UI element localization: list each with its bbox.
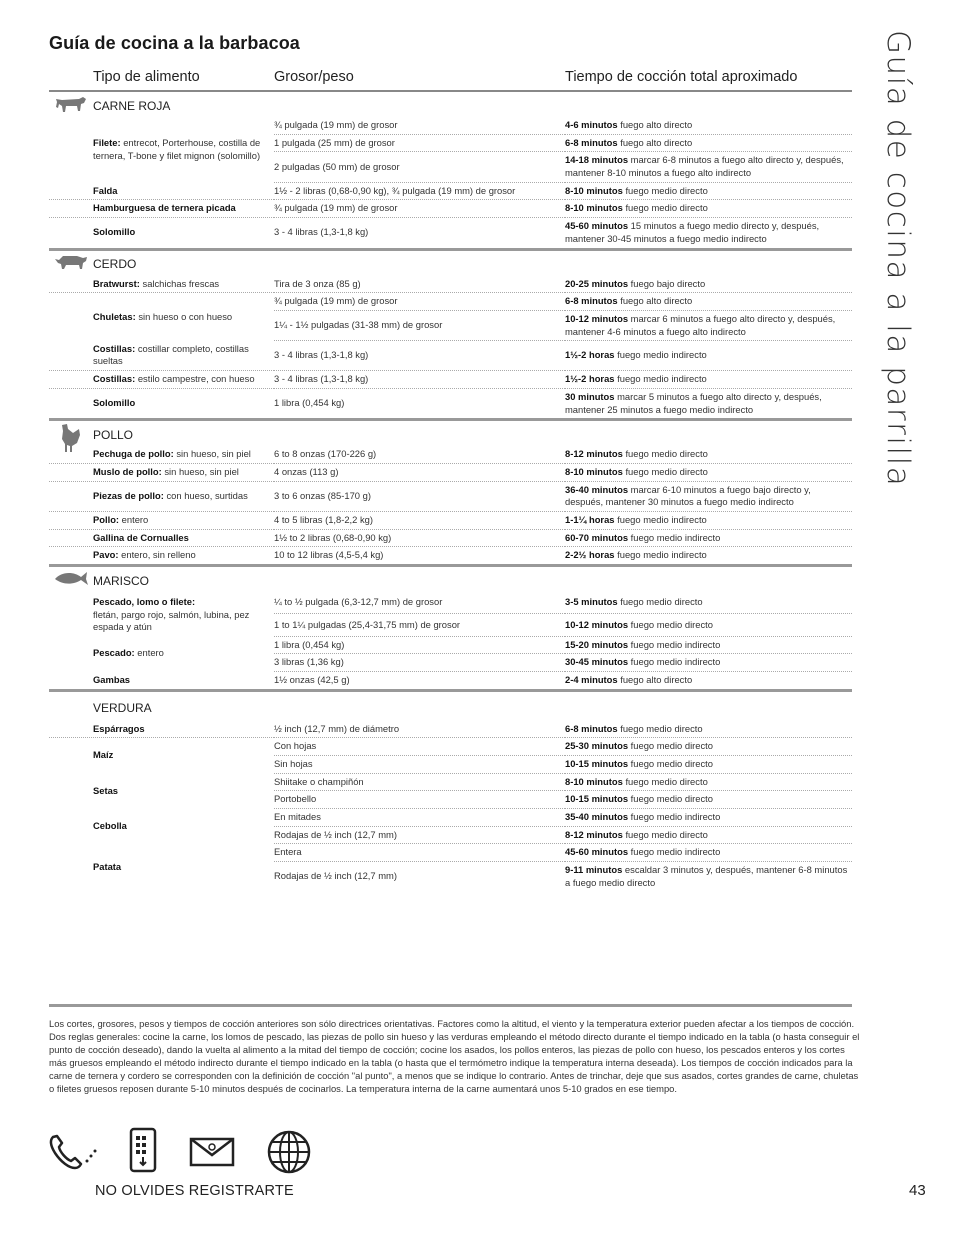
page-number: 43 [909, 1182, 926, 1199]
chicken-icon [59, 423, 81, 457]
table-row: Falda 1½ - 2 libras (0,68-0,90 kg), ¾ pulgada (19 mm) de grosor 8-10 minutos fuego medio directo [49, 182, 852, 200]
table-bottom-rule [49, 1004, 852, 1007]
table-row: Piezas de pollo: con hueso, surtidas 3 to 6 onzas (85-170 g) 36-40 minutos marcar 6-10 minutos a fuego bajo directo y, después, mantener 30 minutos a fuego medio indirecto [49, 481, 852, 511]
table-row: Solomillo 3 - 4 libras (1,3-1,8 kg) 45-60 minutos 15 minutos a fuego medio directo y, después, mantener 30-45 minutos a fuego medio indirecto [93, 220, 820, 244]
cooking-table [49, 92, 852, 892]
table-row: Pescado: entero 1 libra (0,454 kg) 15-20 minutos fuego medio indirecto [49, 636, 852, 654]
email-icon[interactable] [189, 1137, 235, 1172]
section-carne-roja: CARNE ROJA [49, 92, 852, 117]
phone-icon[interactable] [47, 1131, 99, 1176]
section-verdura: VERDURA [49, 690, 852, 721]
table-row: Bratwurst: salchichas frescas Tira de 3 onza (85 g) 20-25 minutos fuego bajo directo [49, 276, 852, 293]
table-row: Gallina de Cornualles 1½ to 2 libras (0,68-0,90 kg) 60-70 minutos fuego medio indirecto [49, 529, 852, 547]
section-cerdo: CERDO [49, 249, 852, 276]
page-title: Guía de cocina a la barbacoa [49, 33, 300, 53]
table-row: 3 libras (1,36 kg) 30-45 minutos fuego medio indirecto [49, 654, 852, 672]
table-row: Filete: entrecot, Porterhouse, costilla de ternera, T-bone y filet mignon (solomillo) ¾ pulgada (19 mm) de grosor 4-6 minutos fuego alto directo [49, 117, 852, 134]
side-title: Guía de cocina a la parrilla [880, 30, 916, 488]
table-row: Setas Shiitake o champiñón 8-10 minutos fuego medio directo [49, 773, 852, 791]
table-row: Costillas: costillar completo, costillas sueltas 3 - 4 libras (1,3-1,8 kg) 1½-2 horas fuego medio indirecto [49, 341, 852, 371]
header-time: Tiempo de cocción total aproximado [565, 69, 798, 85]
table-row: Patata Entera 45-60 minutos fuego medio indirecto [49, 844, 852, 862]
globe-icon[interactable] [266, 1129, 312, 1180]
table-row: 1 to 1¼ pulgadas (25,4-31,75 mm) de grosor 10-12 minutos fuego medio directo [49, 614, 852, 636]
table-row: Rodajas de ½ inch (12,7 mm) 9-11 minutos escaldar 3 minutos y, después, mantener 6-8 minutos a fuego medio directo [274, 864, 848, 888]
table-row: Espárragos ½ inch (12,7 mm) de diámetro 6-8 minutos fuego medio directo [49, 721, 852, 738]
table-row: 2 pulgadas (50 mm) de grosor 14-18 minutos marcar 6-8 minutos a fuego alto directo y, después, mantener 8-10 minutos a fuego alto indirecto [49, 152, 852, 182]
table-row: Rodajas de ½ inch (12,7 mm) 8-12 minutos fuego medio directo [49, 826, 852, 844]
table-row: Costillas: estilo campestre, con hueso 3 - 4 libras (1,3-1,8 kg) 1½-2 horas fuego medio indirecto [49, 371, 852, 389]
table-row: Chuletas: sin hueso o con hueso ¾ pulgada (19 mm) de grosor 6-8 minutos fuego alto directo [49, 293, 852, 311]
table-row: Pechuga de pollo: sin hueso, sin piel 6 to 8 onzas (170-226 g) 8-12 minutos fuego medio directo [49, 446, 852, 463]
pig-icon [53, 253, 89, 275]
table-row: Portobello 10-15 minutos fuego medio directo [49, 791, 852, 809]
table-row: Pavo: entero, sin relleno 10 to 12 libras (4,5-5,4 kg) 2-2½ horas fuego medio indirecto [93, 549, 707, 561]
table-row: Solomillo 1 libra (0,454 kg) 30 minutos marcar 5 minutos a fuego alto directo y, después, mantener 25 minutos a fuego medio indirecto [93, 390, 822, 415]
footnote: Los cortes, grosores, pesos y tiempos de cocción anteriores son sólo directrices orientativas. Factores como la altitud, el viento y la temperatura exterior pueden afectar a los tiempos de cocción. Dos reglas generales: cocine la carne, los lomos de pescado, las piezas de pollo sin hueso y las verduras empleando el método directo durante el tiempo indicado en la tabla (o hasta conseguir el punto de cocción deseado), dando la vuelta al alimento a la mitad del tiempo de cocción; cocine los asados, los pollos enteros, las piezas de pollo con hueso, los pescados enteros y los cortes más gruesos empleando el método indirecto durante el tiempo indicado en la tabla (o hasta que el termómetro indique la temperatura interna deseada). Los tiempos de cocción indicados para la carne de ternera y cordero se corresponden con la definición de cocción "al punto", a menos que se indique lo contrario. Antes de trinchar, deje que sus asados, cortes grandes de carne, chuletas o filetes gruesos reposen durante 5-10 minutos después de cocinarlos. La temperatura interna de la carne aumentará unos 5-10 grados en ese tiempo. [49, 1018, 860, 1094]
fish-icon [53, 569, 89, 591]
table-row: Pollo: entero 4 to 5 libras (1,8-2,2 kg) 1-1¼ horas fuego medio indirecto [49, 511, 852, 529]
mobile-icon[interactable] [129, 1127, 157, 1178]
table-row: Muslo de pollo: sin hueso, sin piel 4 onzas (113 g) 8-10 minutos fuego medio directo [49, 463, 852, 481]
header-thickness: Grosor/peso [274, 69, 354, 85]
table-row: 1¼ - 1½ pulgadas (31-38 mm) de grosor 10-12 minutos marcar 6 minutos a fuego alto directo y, después, mantener 4-6 minutos a fuego alto indirecto [49, 310, 852, 340]
table-row: Maíz Con hojas 25-30 minutos fuego medio directo [49, 738, 852, 756]
table-row: Gambas 1½ onzas (42,5 g) 2-4 minutos fuego alto directo [93, 673, 693, 685]
cow-icon [53, 94, 87, 118]
section-marisco: MARISCO [49, 566, 852, 593]
table-row: Hamburguesa de ternera picada ¾ pulgada (19 mm) de grosor 8-10 minutos fuego medio directo [49, 200, 852, 218]
section-pollo: POLLO [49, 420, 852, 447]
table-row: Pescado, lomo o filete: fletán, pargo rojo, salmón, lubina, pez espada y atún ¼ to ½ pulgada (6,3-12,7 mm) de grosor 3-5 minutos fuego medio directo [49, 592, 852, 614]
header-food: Tipo de alimento [93, 69, 200, 85]
table-row: Sin hojas 10-15 minutos fuego medio directo [49, 756, 852, 774]
table-row: Cebolla En mitades 35-40 minutos fuego medio indirecto [49, 809, 852, 827]
table-row: 1 pulgada (25 mm) de grosor 6-8 minutos fuego alto directo [49, 134, 852, 152]
register-reminder: NO OLVIDES REGISTRARTE [95, 1183, 294, 1199]
